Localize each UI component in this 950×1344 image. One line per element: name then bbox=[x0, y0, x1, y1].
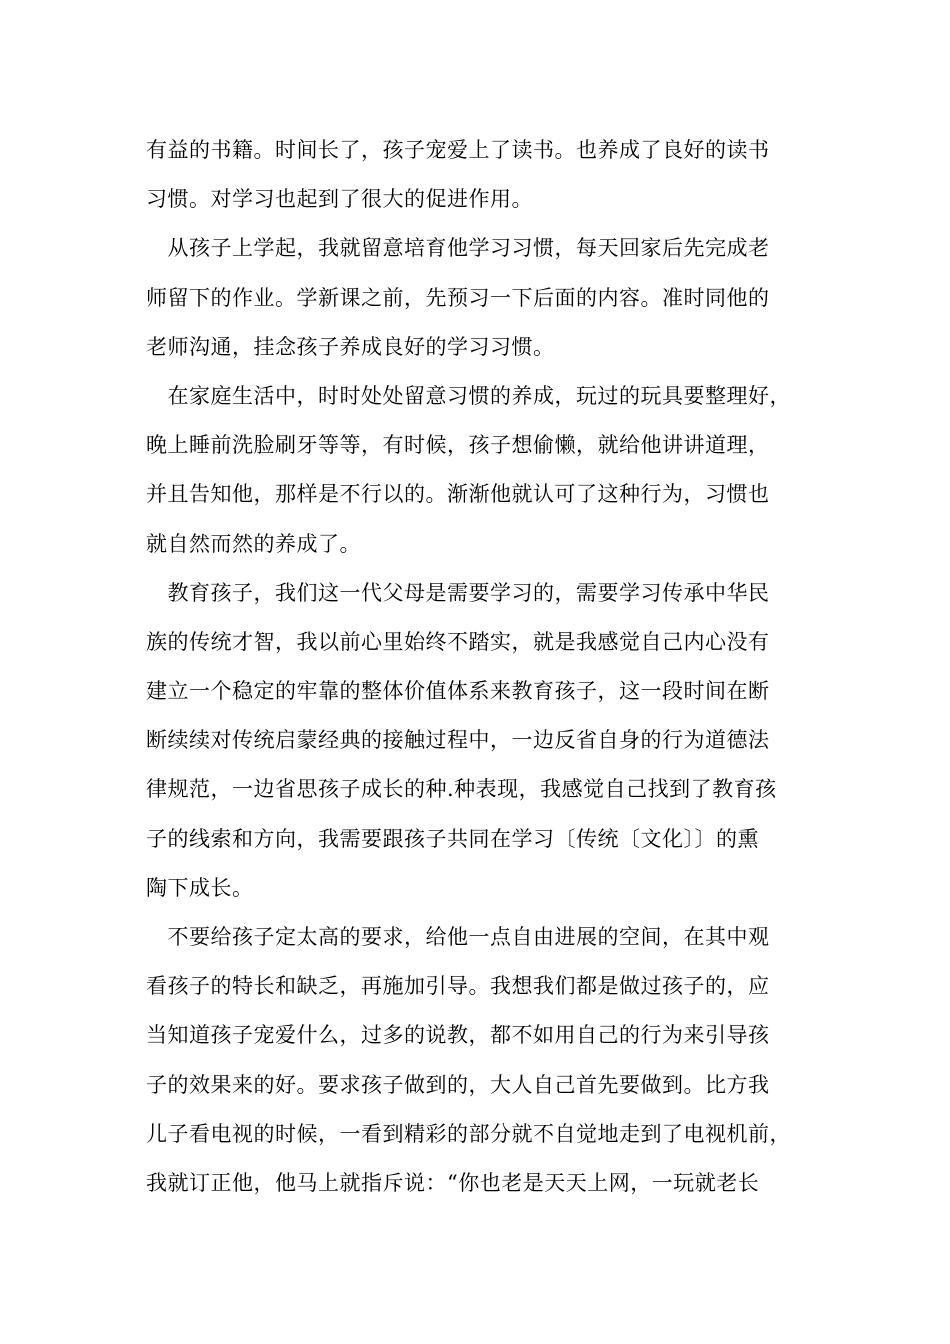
text-line: 儿子看电视的时候，一看到精彩的部分就不自觉地走到了电视机前， bbox=[146, 1121, 791, 1146]
text-line: 当知道孩子宠爱什么，过多的说教，都不如用自己的行为来引导孩 bbox=[146, 1023, 770, 1048]
text-line: 在家庭生活中，时时处处留意习惯的养成，玩过的玩具要整理好， bbox=[146, 383, 791, 408]
text-line: 子的线索和方向，我需要跟孩子共同在学习〔传统〔文化〕〕的熏 bbox=[146, 826, 759, 851]
text-line: 习惯。对学习也起到了很大的促进作用。 bbox=[146, 187, 533, 212]
text-line: 我就订正他，他马上就指斥说：“你也老是天天上网，一玩就老长 bbox=[146, 1170, 760, 1195]
text-line: 子的效果来的好。要求孩子做到的，大人自己首先要做到。比方我 bbox=[146, 1072, 770, 1097]
text-line: 从孩子上学起，我就留意培育他学习习惯，每天回家后先完成老 bbox=[146, 236, 770, 261]
text-line: 族的传统才智，我以前心里始终不踏实，就是我感觉自己内心没有 bbox=[146, 629, 770, 654]
text-line: 师留下的作业。学新课之前，先预习一下后面的内容。准时同他的 bbox=[146, 285, 770, 310]
text-line: 就自然而然的养成了。 bbox=[146, 531, 361, 556]
text-line: 不要给孩子定太高的要求，给他一点自由进展的空间，在其中观 bbox=[146, 925, 770, 949]
document-body bbox=[146, 126, 808, 1208]
text-line: 并且告知他，那样是不行以的。渐渐他就认可了这种行为，习惯也 bbox=[146, 482, 770, 507]
text-line: 老师沟通，挂念孩子养成良好的学习习惯。 bbox=[146, 334, 555, 359]
text-line: 建立一个稳定的牢靠的整体价值体系来教育孩子，这一段时间在断 bbox=[146, 679, 770, 704]
text-line: 有益的书籍。时间长了，孩子宠爱上了读书。也养成了良好的读书 bbox=[146, 138, 770, 162]
text-line: 断续续对传统启蒙经典的接触过程中，一边反省自身的行为道德法 bbox=[146, 728, 770, 753]
text-line: 晚上睡前洗脸刷牙等等，有时候，孩子想偷懒，就给他讲讲道理， bbox=[146, 433, 770, 458]
text-line: 教育孩子，我们这一代父母是需要学习的，需要学习传承中华民 bbox=[146, 580, 770, 605]
text-line: 看孩子的特长和缺乏，再施加引导。我想我们都是做过孩子的，应 bbox=[146, 974, 770, 999]
text-line: 陶下成长。 bbox=[146, 875, 254, 900]
text-line: 律规范，一边省思孩子成长的种.种表现，我感觉自己找到了教育孩 bbox=[146, 777, 777, 802]
